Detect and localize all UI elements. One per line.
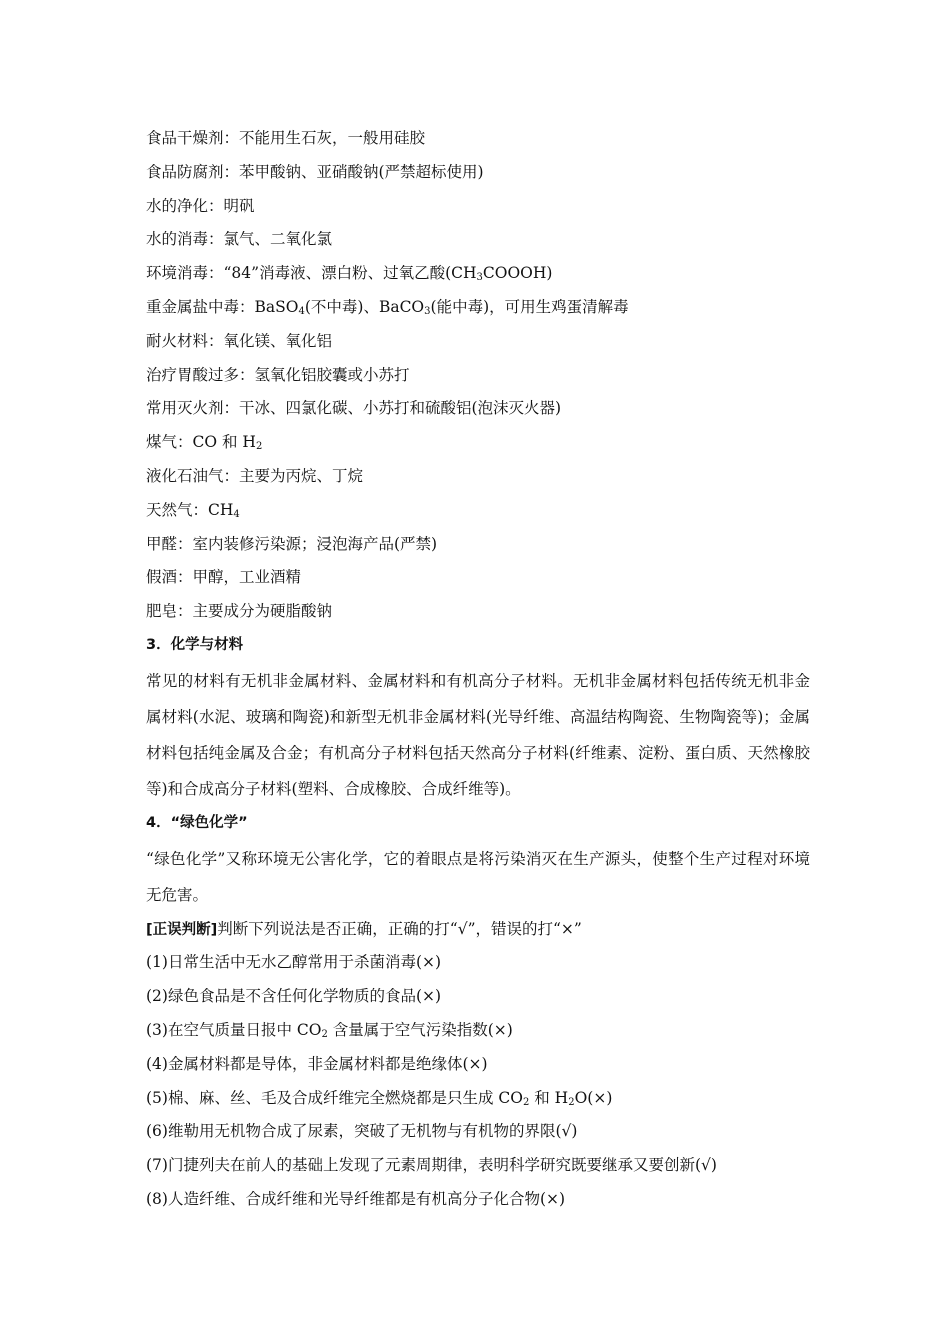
text-run: 食品防腐剂：苯甲酸钠、亚硝酸钠(严禁超标使用) <box>146 162 484 181</box>
judgment-statement <box>146 1082 810 1116</box>
additive-item <box>146 595 810 629</box>
section-3-heading: 3．化学与材料 <box>146 636 244 653</box>
judgment-statement <box>146 1149 810 1183</box>
text-run: 甲醛：室内装修污染源；浸泡海产品(严禁) <box>146 534 438 553</box>
additive-item <box>146 223 810 257</box>
text-run: 液化石油气：主要为丙烷、丁烷 <box>146 466 364 485</box>
subscript: 2 <box>522 1096 530 1108</box>
subscript: 3 <box>476 272 483 284</box>
document-page <box>146 122 810 1217</box>
section-3-paragraph <box>146 663 810 807</box>
text-run: 重金属盐中毒：BaSO <box>146 297 299 316</box>
judgment-statement <box>146 1115 810 1149</box>
additive-item <box>146 122 810 156</box>
judgment-statement <box>146 946 810 980</box>
text-run: (5)棉、麻、丝、毛及合成纤维完全燃烧都是只生成 CO <box>146 1088 523 1107</box>
text-run: (7)门捷列夫在前人的基础上发现了元素周期律，表明科学研究既要继承又要创新(√) <box>146 1156 717 1175</box>
text-run: 肥皂：主要成分为硬脂酸钠 <box>146 602 333 621</box>
text-run: 和 H <box>529 1088 569 1107</box>
subscript: 4 <box>298 305 305 317</box>
subscript: 3 <box>424 305 431 317</box>
judgment-statement <box>146 1014 810 1048</box>
subscript: 2 <box>255 441 263 453</box>
judgment-statement <box>146 1183 810 1217</box>
text-run: 环境消毒：“84”消毒液、漂白粉、过氧乙酸(CH <box>146 264 477 283</box>
judgment-intro-line <box>146 913 810 947</box>
text-run: (8)人造纤维、合成纤维和光导纤维都是有机高分子化合物(×) <box>146 1189 566 1208</box>
subscript: 2 <box>321 1028 328 1040</box>
text-run: O(×) <box>574 1088 613 1107</box>
additive-item <box>146 528 810 562</box>
judgment-statement <box>146 980 810 1014</box>
additive-item <box>146 460 810 494</box>
text-run: (不中毒)、BaCO <box>304 297 425 316</box>
subscript: 4 <box>233 508 240 520</box>
text-run: 煤气：CO 和 H <box>146 433 256 452</box>
text-run: (能中毒)，可用生鸡蛋清解毒 <box>430 297 629 316</box>
additive-item <box>146 325 810 359</box>
text-run: 含量属于空气污染指数(×) <box>327 1020 513 1039</box>
text-run: 天然气：CH <box>146 500 234 519</box>
additive-item <box>146 190 810 224</box>
judgment-statements <box>146 946 810 1216</box>
text-run: 耐火材料：氧化镁、氧化铝 <box>146 331 333 350</box>
additive-item <box>146 359 810 393</box>
text-run: (3)在空气质量日报中 CO <box>146 1020 322 1039</box>
judgment-intro: 判断下列说法是否正确，正确的打“√”，错误的打“×” <box>217 919 582 938</box>
additive-list <box>146 122 810 629</box>
text-run: 水的净化：明矾 <box>146 196 255 215</box>
judgment-statement <box>146 1048 810 1082</box>
subscript: 2 <box>568 1096 575 1108</box>
text-run: 假酒：甲醇，工业酒精 <box>146 568 302 587</box>
section-4-paragraph <box>146 841 810 913</box>
text-run: (6)维勒用无机物合成了尿素，突破了无机物与有机物的界限(√) <box>146 1122 578 1141</box>
text-run: (1)日常生活中无水乙醇常用于杀菌消毒(×) <box>146 953 442 972</box>
additive-item <box>146 291 810 325</box>
additive-item <box>146 257 810 291</box>
section-4-body: “绿色化学”又称环境无公害化学，它的着眼点是将污染消灭在生产源头，使整个生产过程对环境无危害。 <box>146 849 810 904</box>
text-run: 水的消毒：氯气、二氧化氯 <box>146 230 333 249</box>
judgment-tag: [正误判断] <box>146 921 218 938</box>
text-run: COOOH) <box>482 264 553 283</box>
additive-item <box>146 426 810 460</box>
text-run: (4)金属材料都是导体，非金属材料都是绝缘体(×) <box>146 1054 488 1073</box>
text-run: 治疗胃酸过多：氢氧化铝胶囊或小苏打 <box>146 365 410 384</box>
section-3-body: 常见的材料有无机非金属材料、金属材料和有机高分子材料。无机非金属材料包括传统无机非金属材料(水泥、玻璃和陶瓷)和新型无机非金属材料(光导纤维、高温结构陶瓷、生物陶瓷等)；金属材料包括纯金属及合金；有机高分子材料包括天然高分子材料(纤维素、淀粉、蛋白质、天然橡胶等)和合成高分子材料(塑料、合成橡胶、合成纤维等)。 <box>146 671 810 798</box>
additive-item <box>146 494 810 528</box>
text-run: 常用灭火剂：干冰、四氯化碳、小苏打和硫酸铝(泡沫灭火器) <box>146 399 562 418</box>
additive-item <box>146 561 810 595</box>
additive-item <box>146 156 810 190</box>
section-4-heading: 4．“绿色化学” <box>146 814 248 831</box>
text-run: (2)绿色食品是不含任何化学物质的食品(×) <box>146 987 442 1006</box>
text-run: 食品干燥剂：不能用生石灰，一般用硅胶 <box>146 129 426 147</box>
additive-item <box>146 392 810 426</box>
